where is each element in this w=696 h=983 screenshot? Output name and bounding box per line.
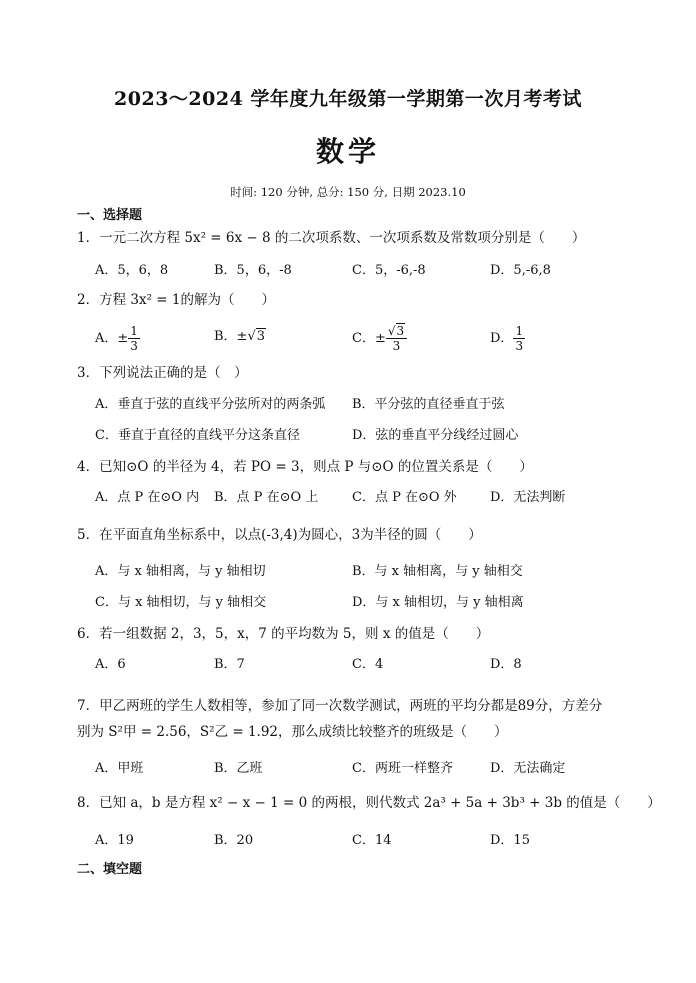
q8-option-c: C．14 [352, 833, 392, 848]
q6-option-d: D．8 [490, 657, 522, 672]
q2-c-fraction [386, 324, 407, 353]
q2-c-radicand: 3 [396, 324, 405, 338]
q1-option-d: D．5,-6,8 [490, 263, 551, 278]
q3-option-a: A．垂直于弦的直线平分弦所对的两条弧 [95, 397, 326, 412]
q1-option-b: B．5，6，-8 [214, 263, 292, 278]
q7-option-d: D．无法确定 [490, 761, 566, 776]
question-7-line-2: 别为 S²甲 = 2.56，S²乙 = 1.92，那么成绩比较整齐的班级是（ ） [77, 724, 508, 740]
q3-option-b: B．平分弦的直径垂直于弦 [352, 397, 505, 412]
section-heading-choice: 一、选择题 [77, 208, 143, 223]
q5-option-c: C．与 x 轴相切，与 y 轴相交 [95, 595, 267, 610]
q2-b-sqrt: √3 [247, 329, 266, 344]
q2-d-denominator: 3 [515, 339, 524, 353]
q6-option-b: B．7 [214, 657, 245, 672]
q2-c-prefix: C．± [352, 331, 386, 346]
q5-option-a: A．与 x 轴相离，与 y 轴相切 [95, 564, 266, 579]
q3-option-d: D．弦的垂直平分线经过圆心 [352, 428, 519, 443]
question-8: 8．已知 a，b 是方程 x² − x − 1 = 0 的两根，则代数式 2a³ + 5a + 3b³ + 3b 的值是（ ） [77, 795, 661, 811]
question-5: 5．在平面直角坐标系中，以点(-3,4)为圆心，3为半径的圆（ ） [77, 527, 482, 543]
q8-option-b: B．20 [214, 833, 254, 848]
question-3: 3．下列说法正确的是（ ） [77, 365, 248, 381]
q4-option-c: C．点 P 在⊙O 外 [352, 490, 457, 505]
q2-c-numerator: √3 [386, 324, 407, 339]
q3-option-c: C．垂直于直径的直线平分这条直径 [95, 428, 300, 443]
subject-title: 数学 [315, 135, 380, 168]
question-7-line-1: 7．甲乙两班的学生人数相等，参加了同一次数学测试，两班的平均分都是89分，方差分 [77, 698, 603, 714]
q2-d-numerator: 1 [515, 324, 524, 338]
q4-option-b: B．点 P 在⊙O 上 [214, 490, 319, 505]
q2-option-d [490, 324, 525, 353]
q8-option-d: D．15 [490, 833, 530, 848]
q2-a-prefix: A．± [95, 331, 129, 346]
q6-option-c: C．4 [352, 657, 384, 672]
q5-option-b: B．与 x 轴相离，与 y 轴相交 [352, 564, 523, 579]
question-2: 2．方程 3x² = 1的解为（ ） [77, 292, 275, 308]
q2-b-prefix: B．± [214, 329, 248, 344]
question-1: 1．一元二次方程 5x² = 6x − 8 的二次项系数、一次项系数及常数项分别是（ ） [77, 230, 586, 246]
q4-option-a: A．点 P 在⊙O 内 [95, 490, 200, 505]
q2-d-prefix: D． [490, 331, 514, 346]
q8-option-a: A．19 [95, 833, 134, 848]
question-7 [77, 697, 603, 740]
exam-title: 2023～2024 学年度九年级第一学期第一次月考考试 [114, 88, 582, 110]
q2-option-b [214, 328, 266, 346]
q1-option-c: C．5，-6,-8 [352, 263, 426, 278]
q4-option-d: D．无法判断 [490, 490, 566, 505]
q1-option-a: A．5，6，8 [95, 263, 169, 278]
q6-option-a: A．6 [95, 657, 126, 672]
q7-option-a: A．甲班 [95, 761, 144, 776]
q2-d-fraction [513, 324, 525, 353]
q2-a-numerator: 1 [130, 324, 138, 338]
q2-option-c [352, 324, 407, 353]
q2-option-a [95, 324, 140, 353]
exam-meta: 时间: 120 分钟, 总分: 150 分, 日期 2023.10 [230, 185, 466, 199]
q7-option-c: C．两班一样整齐 [352, 761, 453, 776]
q7-option-b: B．乙班 [214, 761, 263, 776]
q2-a-denominator: 3 [130, 339, 138, 353]
q5-option-d: D．与 x 轴相切，与 y 轴相离 [352, 595, 524, 610]
question-6: 6．若一组数据 2，3，5，x，7 的平均数为 5，则 x 的值是（ ） [77, 626, 490, 642]
q2-b-radicand: 3 [256, 329, 266, 344]
question-4: 4．已知⊙O 的半径为 4，若 PO = 3，则点 P 与⊙O 的位置关系是（ ） [77, 459, 533, 475]
q2-a-fraction [128, 324, 140, 353]
section-heading-fill-in: 二、填空题 [77, 862, 143, 877]
q2-c-denominator: 3 [392, 339, 401, 353]
